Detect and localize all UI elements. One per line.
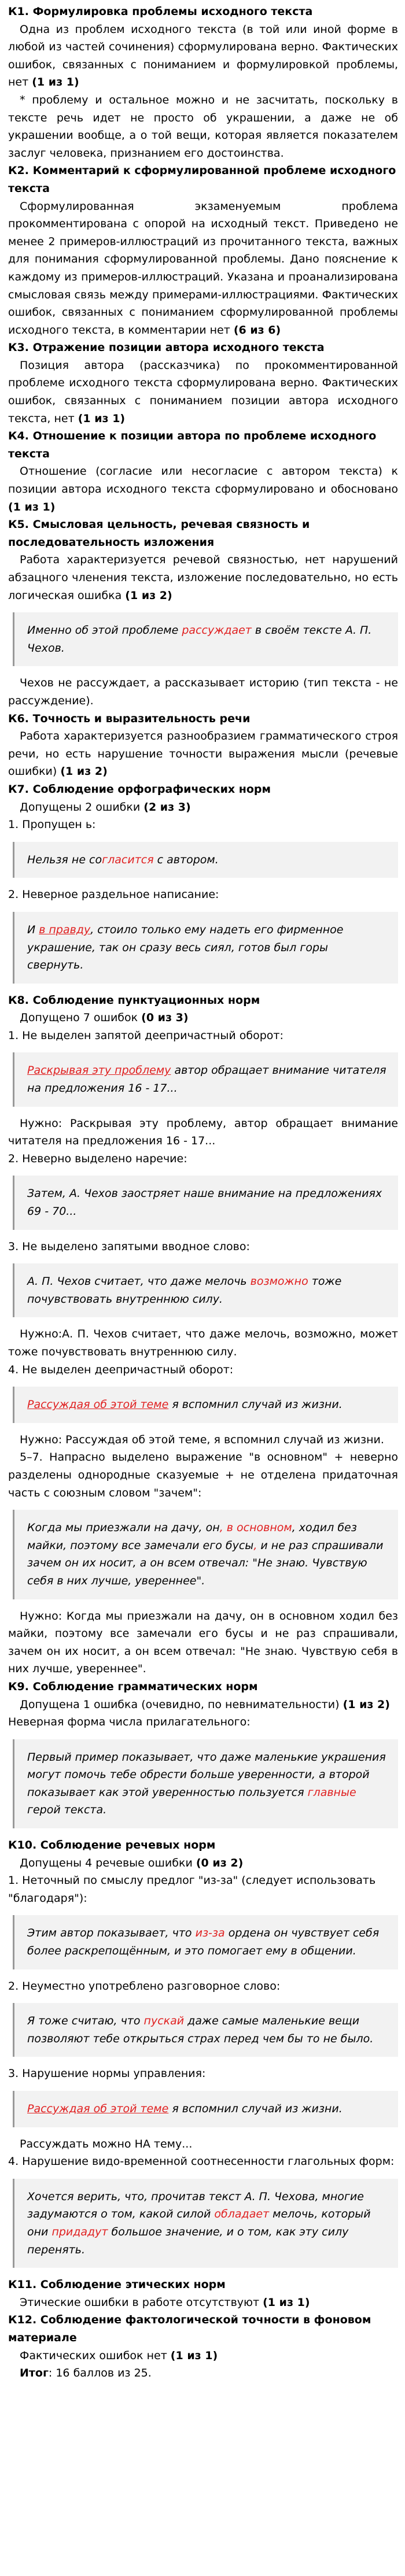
text-span: 1. Не выделен запятой деепричастный оборот:: [8, 1029, 284, 1042]
text-span: даже самые маленькие вещи позволяют тебе открыться страх перед чем бы то не было.: [27, 2015, 374, 2045]
quote-block: [13, 1052, 398, 1106]
paragraph: [8, 799, 398, 816]
score-label: (0 из 2): [196, 1856, 244, 1869]
quote-block: [13, 1739, 398, 1828]
text-span: Затем, А. Чехов заостряет наше внимание на предложениях 69 - 70...: [27, 1187, 382, 1218]
list-item: [8, 1027, 398, 1045]
score-label: (2 из 3): [143, 800, 191, 814]
text-span: с автором.: [153, 853, 219, 866]
score-label: (1 из 2): [125, 589, 172, 602]
text-span: И: [27, 923, 39, 936]
quote-block: [13, 1387, 398, 1423]
text-span: К9. Соблюдение грамматических норм: [8, 1680, 258, 1693]
error-highlight: Рассуждая об этой теме: [27, 2102, 169, 2115]
error-highlight: рассуждает: [182, 624, 252, 637]
text-span: Чехов не рассуждает, а рассказывает историю (тип текста - не рассуждение).: [8, 677, 398, 707]
list-item: [8, 1978, 398, 1995]
text-span: К8. Соблюдение пунктуационных норм: [8, 993, 260, 1007]
list-item: [8, 886, 398, 904]
quote-block: [13, 2179, 398, 2268]
text-span: Отношение (согласие или несогласие с автором текста) к позиции автора исходного текста сформулировано и обосновано: [8, 465, 398, 496]
text-span: я вспомнил случай из жизни.: [168, 2102, 343, 2115]
quote-block: [13, 1510, 398, 1599]
text-span: Одна из проблем исходного текста (в той или иной форме в любой из частей сочинения) сформулирована верно. Фактических ошибок, связанных с пониманием и формулировкой проблемы, нет: [8, 23, 398, 89]
error-highlight: главные: [307, 1786, 356, 1799]
text-span: и не раз спрашивали зачем он их носит, а он всем отвечал: "Не знаю. Чувствую себя в них лучше, увереннее".: [27, 1539, 384, 1587]
section-heading: [8, 339, 398, 357]
text-span: , стоило только ему надеть его фирменное украшение, так он сразу весь сиял, готов был горы свернуть.: [27, 923, 344, 972]
score-label: (1 из 1): [78, 412, 126, 425]
text-span: Допущено 7 ошибок: [20, 1011, 142, 1025]
paragraph: [8, 1009, 398, 1027]
paragraph: [8, 2364, 398, 2382]
section-heading: [8, 2276, 398, 2294]
paragraph: [8, 1115, 398, 1150]
text-span: К1. Формулировка проблемы исходного текста: [8, 5, 313, 18]
score-label: Итог: [20, 2367, 49, 2380]
list-item: [8, 1238, 398, 1256]
paragraph: [8, 21, 398, 91]
paragraph: [8, 198, 398, 339]
error-highlight: возможно: [250, 1275, 308, 1288]
text-span: 2. Неуместно употреблено разговорное слово:: [8, 1979, 281, 1993]
score-label: (6 из 6): [233, 323, 281, 337]
text-span: К2. Комментарий к сформулированной проблеме исходного текста: [8, 164, 396, 195]
paragraph: [8, 2347, 398, 2365]
error-highlight: ,: [253, 1539, 257, 1552]
text-span: 2. Неверное раздельное написание:: [8, 888, 219, 901]
error-highlight: гласится: [102, 853, 154, 866]
text-span: * проблему и остальное можно и не засчитать, поскольку в тексте речь идет не просто об украшении, а даже не об украшении вообще, а о той вещи, которая является показателем заслуг человека, признанием его достоинства.: [8, 93, 398, 160]
text-span: Допущены 4 речевые ошибки: [20, 1856, 196, 1869]
paragraph: [8, 1431, 398, 1449]
section-heading: [8, 1678, 398, 1696]
paragraph: [8, 1325, 398, 1361]
quote-block: [13, 2091, 398, 2127]
paragraph: [8, 2135, 398, 2153]
text-span: автор обращает внимание читателя на предложения 16 - 17...: [27, 1064, 386, 1095]
list-item: [8, 1150, 398, 1168]
score-label: (1 из 1): [8, 500, 56, 513]
text-span: Нельзя не со: [27, 853, 102, 866]
section-heading: [8, 427, 398, 463]
section-heading: [8, 162, 398, 197]
paragraph: [8, 463, 398, 516]
section-heading: [8, 992, 398, 1010]
quote-block: [13, 2003, 398, 2057]
text-span: 2. Неверно выделено наречие:: [8, 1152, 187, 1165]
text-span: 1. Пропущен ь:: [8, 818, 96, 831]
quote-block: [13, 1263, 398, 1317]
paragraph: [8, 1696, 398, 1714]
text-span: К5. Смысловая цельность, речевая связность и последовательность изложения: [8, 518, 310, 549]
paragraph: [8, 1448, 398, 1502]
error-highlight: Раскрывая эту проблему: [27, 1064, 171, 1077]
paragraph: [8, 727, 398, 781]
text-span: Нужно:А. П. Чехов считает, что даже мелочь, возможно, может тоже почувствовать внутреннюю силу.: [8, 1328, 398, 1358]
error-highlight: обладает: [214, 2208, 270, 2221]
text-span: Работа характеризуется разнообразием грамматического строя речи, но есть нарушение точности выражения мысли (речевые ошибки): [8, 730, 398, 778]
paragraph: [8, 551, 398, 604]
section-heading: [8, 516, 398, 551]
text-span: К11. Соблюдение этических норм: [8, 2278, 226, 2292]
paragraph: [8, 91, 398, 162]
text-span: 5–7. Напрасно выделено выражение "в основном" + неверно разделены однородные сказуемые + не отделена придаточная часть с союзным словом "зачем":: [8, 1451, 398, 1499]
text-span: А. П. Чехов считает, что даже мелочь: [27, 1275, 251, 1288]
text-span: большое значение, и о том, как эту силу перенять.: [27, 2225, 349, 2256]
section-heading: [8, 710, 398, 728]
error-highlight: из-за: [195, 1927, 225, 1940]
section-heading: [8, 1836, 398, 1854]
text-span: Допущена 1 ошибка (очевидно, по невнимательности): [20, 1698, 343, 1711]
text-span: 3. Не выделено запятыми вводное слово:: [8, 1240, 250, 1253]
text-span: Первый пример показывает, что даже маленькие украшения могут помочь тебе обрести больше уверенности, а второй показывает как этой уверенностью пользуется: [27, 1750, 386, 1799]
text-span: Нужно: Раскрывая эту проблему, автор обращает внимание читателя на предложения 16 - 17...: [8, 1117, 398, 1148]
quote-block: [13, 1176, 398, 1229]
list-item: [8, 1872, 398, 1907]
score-label: (1 из 1): [32, 76, 79, 89]
error-highlight: пускай: [143, 2015, 185, 2028]
section-heading: [8, 3, 398, 21]
list-item: [8, 1713, 398, 1731]
score-label: (1 из 2): [60, 765, 108, 778]
text-span: Нужно: Рассуждая об этой теме, я вспомнил случай из жизни.: [20, 1433, 384, 1446]
text-span: мелочь, который они: [27, 2208, 371, 2238]
paragraph: [8, 674, 398, 709]
quote-block: [13, 612, 398, 666]
quote-block: [13, 842, 398, 878]
text-span: Именно об этой проблеме: [27, 624, 182, 637]
text-span: Неверная форма числа прилагательного:: [8, 1716, 251, 1729]
text-span: Нужно: Когда мы приезжали на дачу, он в основном ходил без майки, поэтому все замечали его бусы и не раз спрашивали, зачем он их носит, а он всем отвечал: "Не знаю. Чувствую себя в них лучше, увереннее".: [8, 1609, 398, 1676]
score-label: (1 из 2): [343, 1698, 390, 1711]
paragraph: [8, 1854, 398, 1872]
text-span: , ходил без майки, поэтому все замечали его бусы: [27, 1521, 357, 1552]
score-label: (0 из 3): [141, 1011, 189, 1025]
text-span: К3. Отражение позиции автора исходного текста: [8, 341, 325, 354]
paragraph: [8, 1607, 398, 1678]
text-span: Когда мы приезжали на дачу, он: [27, 1521, 220, 1535]
text-span: К10. Соблюдение речевых норм: [8, 1839, 216, 1852]
text-span: Допущены 2 ошибки: [20, 800, 144, 814]
list-item: [8, 1361, 398, 1379]
text-span: в своём тексте А. П. Чехов.: [27, 624, 372, 655]
text-span: К4. Отношение к позиции автора по проблеме исходного текста: [8, 430, 377, 460]
text-span: : 16 баллов из 25.: [48, 2367, 152, 2380]
score-label: (1 из 1): [170, 2349, 218, 2362]
paragraph: [8, 2294, 398, 2312]
text-span: 1. Неточный по смыслу предлог "из-за" (следует использовать "благодаря"):: [8, 1874, 376, 1905]
text-span: 4. Нарушение видо-временной соотнесенности глагольных форм:: [8, 2155, 395, 2168]
error-highlight: Рассуждая об этой теме: [27, 1398, 169, 1411]
text-span: герой текста.: [27, 1803, 107, 1817]
text-span: Сформулированная экзаменуемым проблема прокомментирована с опорой на исходный текст. Приведено не менее 2 примеров-иллюстраций из прочитанного текста, важных для понимания сформулированной проблемы. Дано пояснение к каждому из примеров-иллюстраций. Указана и проанализирована смысловая связь между примерами-иллюстрациями. Фактических ошибок, связанных с пониманием сформулированной проблемы исходного текста, в комментарии нет: [8, 199, 398, 337]
list-item: [8, 2153, 398, 2171]
text-span: К6. Точность и выразительность речи: [8, 712, 251, 725]
quote-block: [13, 1915, 398, 1969]
text-span: Позиция автора (рассказчика) по прокомментированной проблеме исходного текста сформулирована верно. Фактических ошибок, связанных с пониманием позиции автора исходного текста, нет: [8, 359, 398, 425]
score-label: (1 из 1): [263, 2296, 310, 2309]
section-heading: [8, 781, 398, 799]
section-heading: [8, 2311, 398, 2346]
error-highlight: в правду: [39, 923, 91, 936]
text-span: Фактических ошибок нет: [20, 2349, 171, 2362]
text-span: Этические ошибки в работе отсутствуют: [20, 2296, 263, 2309]
paragraph: [8, 357, 398, 427]
text-span: К7. Соблюдение орфографических норм: [8, 782, 271, 796]
text-span: Хочется верить, что, прочитав текст А. П. Чехова, многие задумаются о том, какой силой: [27, 2190, 364, 2221]
text-span: Рассуждать можно НА тему...: [20, 2137, 193, 2150]
error-highlight: придадут: [51, 2225, 108, 2238]
list-item: [8, 816, 398, 834]
text-span: тоже почувствовать внутреннюю силу.: [27, 1275, 342, 1306]
quote-block: [13, 912, 398, 984]
text-span: ордена он чувствует себя более раскрепощённым, и это помогает ему в общении.: [27, 1927, 380, 1958]
text-span: Я тоже считаю, что: [27, 2015, 144, 2028]
text-span: я вспомнил случай из жизни.: [168, 1398, 343, 1411]
text-span: К12. Соблюдение фактологической точности в фоновом материале: [8, 2313, 371, 2344]
text-span: Этим автор показывает, что: [27, 1927, 196, 1940]
text-span: 3. Нарушение нормы управления:: [8, 2067, 206, 2080]
text-span: 4. Не выделен деепричастный оборот:: [8, 1363, 234, 1376]
error-highlight: , в основном: [219, 1521, 292, 1535]
list-item: [8, 2065, 398, 2083]
text-span: Работа характеризуется речевой связностью, нет нарушений абзацного членения текста, изложение последовательно, но есть логическая ошибка: [8, 553, 398, 602]
